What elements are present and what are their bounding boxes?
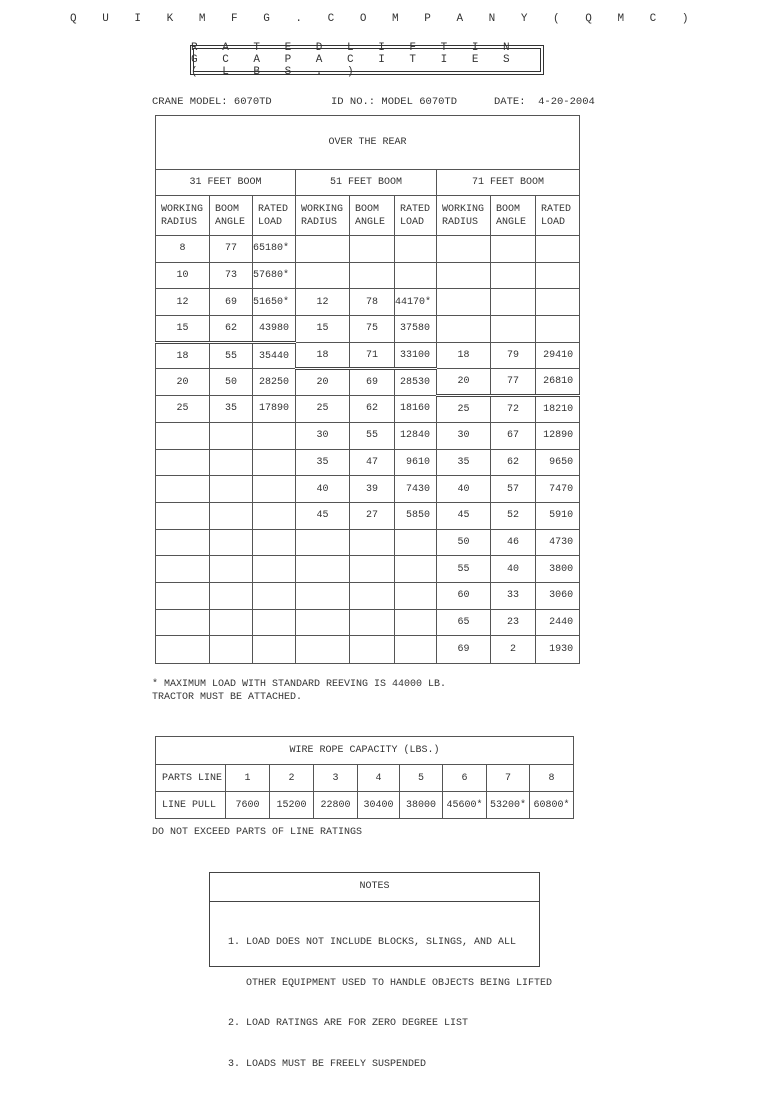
- table-cell: [253, 636, 296, 664]
- document-date: DATE: 4-20-2004: [494, 96, 595, 108]
- table-cell: 78: [350, 289, 395, 316]
- table-cell: 12: [156, 289, 210, 316]
- table-cell: 27: [350, 502, 395, 529]
- table-cell: 65: [437, 609, 491, 636]
- line-pull-cell: 7600: [226, 792, 270, 819]
- table-cell: [296, 236, 350, 263]
- table-cell: 77: [210, 236, 253, 263]
- table-cell: [156, 449, 210, 476]
- column-header: [350, 196, 395, 236]
- table-cell: [253, 609, 296, 636]
- table-cell: [253, 556, 296, 583]
- table-cell: [156, 609, 210, 636]
- table-row: [156, 342, 580, 369]
- column-header: [210, 196, 253, 236]
- column-header-line: WORKING: [442, 203, 485, 215]
- column-header: [437, 196, 491, 236]
- table-cell: 20: [437, 369, 491, 396]
- id-number: ID NO.: MODEL 6070TD: [331, 96, 458, 108]
- table-cell: [491, 289, 536, 316]
- column-header: [491, 196, 536, 236]
- table-cell: 79: [491, 342, 536, 369]
- table-cell: [491, 316, 536, 343]
- column-header-row: [156, 196, 580, 236]
- column-header-line: BOOM: [496, 203, 521, 215]
- table-cell: 3060: [536, 582, 580, 609]
- line-pull-row: [156, 792, 574, 819]
- table-cell: [437, 316, 491, 343]
- table-cell: 62: [210, 316, 253, 343]
- table-cell: 12: [296, 289, 350, 316]
- table-cell: 47: [350, 449, 395, 476]
- table-cell: 77: [491, 369, 536, 396]
- table-cell: [296, 636, 350, 664]
- column-header-line: ANGLE: [215, 216, 246, 228]
- table-cell: [395, 636, 437, 664]
- table-cell: 51650*: [253, 289, 296, 316]
- table-cell: 62: [491, 449, 536, 476]
- table-cell: 33: [491, 582, 536, 609]
- table-cell: 75: [350, 316, 395, 343]
- table-cell: 4730: [536, 529, 580, 556]
- table-cell: 2440: [536, 609, 580, 636]
- table-row: [156, 636, 580, 664]
- table-cell: 69: [437, 636, 491, 664]
- table-cell: 39: [350, 476, 395, 503]
- table-cell: 52: [491, 502, 536, 529]
- column-header-line: WORKING: [161, 203, 204, 215]
- footnote-line: TRACTOR MUST BE ATTACHED.: [152, 692, 303, 703]
- parts-line-cell: 4: [358, 765, 400, 792]
- table-cell: [296, 582, 350, 609]
- table-cell: 50: [437, 529, 491, 556]
- table-cell: 33100: [395, 342, 437, 369]
- table-cell: 15: [296, 316, 350, 343]
- table-cell: [350, 582, 395, 609]
- table-cell: [156, 636, 210, 664]
- table-row: [156, 289, 580, 316]
- parts-line-cell: 8: [530, 765, 574, 792]
- line-pull-cell: 60800*: [530, 792, 574, 819]
- table-cell: [350, 236, 395, 263]
- table-cell: [395, 236, 437, 263]
- table-cell: 67: [491, 422, 536, 449]
- table-cell: 12840: [395, 422, 437, 449]
- table-cell: [296, 609, 350, 636]
- column-header-line: ANGLE: [496, 216, 527, 228]
- column-header: [156, 196, 210, 236]
- line-pull-cell: 45600*: [443, 792, 487, 819]
- table-cell: 17890: [253, 396, 296, 423]
- table-row: [156, 396, 580, 423]
- line-pull-cell: 38000: [400, 792, 443, 819]
- table-row: [156, 556, 580, 583]
- table-cell: [536, 289, 580, 316]
- table-cell: 40: [491, 556, 536, 583]
- parts-line-row: [156, 765, 574, 792]
- chart-title: OVER THE REAR: [156, 116, 580, 170]
- table-cell: 60: [437, 582, 491, 609]
- table-cell: 5910: [536, 502, 580, 529]
- chart-title-row: [156, 116, 580, 170]
- column-header-line: ANGLE: [355, 216, 386, 228]
- table-cell: [210, 636, 253, 664]
- table-cell: 35: [210, 396, 253, 423]
- line-pull-cell: 15200: [270, 792, 314, 819]
- column-header-line: WORKING: [301, 203, 344, 215]
- table-cell: 40: [296, 476, 350, 503]
- table-cell: 18160: [395, 396, 437, 423]
- document-title: R A T E D L I F T I N G C A P A C I T I E S ( L B S . ): [191, 42, 519, 78]
- table-row: [156, 449, 580, 476]
- table-cell: 72: [491, 396, 536, 423]
- boom-header-row: [156, 170, 580, 196]
- column-header-line: RATED: [541, 203, 572, 215]
- table-cell: [350, 556, 395, 583]
- table-cell: 15: [156, 316, 210, 343]
- table-cell: 18: [437, 342, 491, 369]
- table-cell: 23: [491, 609, 536, 636]
- table-cell: 50: [210, 369, 253, 396]
- table-cell: [536, 262, 580, 289]
- table-row: [156, 609, 580, 636]
- table-cell: 9650: [536, 449, 580, 476]
- table-cell: 43980: [253, 316, 296, 343]
- table-row: [156, 316, 580, 343]
- table-cell: 73: [210, 262, 253, 289]
- parts-line-cell: 2: [270, 765, 314, 792]
- table-cell: 7430: [395, 476, 437, 503]
- table-cell: [491, 236, 536, 263]
- table-cell: [210, 556, 253, 583]
- table-cell: [253, 449, 296, 476]
- table-cell: 25: [437, 396, 491, 423]
- table-cell: 45: [437, 502, 491, 529]
- table-cell: 1930: [536, 636, 580, 664]
- table-cell: 5850: [395, 502, 437, 529]
- table-cell: [156, 582, 210, 609]
- table-cell: [156, 529, 210, 556]
- table-cell: [395, 529, 437, 556]
- table-cell: [210, 449, 253, 476]
- column-header-line: RADIUS: [161, 216, 198, 228]
- table-cell: [395, 262, 437, 289]
- column-header-line: BOOM: [215, 203, 240, 215]
- table-cell: 40: [437, 476, 491, 503]
- table-cell: 45: [296, 502, 350, 529]
- table-cell: [536, 316, 580, 343]
- boom-length-header: 71 FEET BOOM: [437, 170, 580, 196]
- table-cell: [253, 582, 296, 609]
- table-cell: [350, 636, 395, 664]
- table-cell: 18: [156, 342, 210, 369]
- column-header-line: RATED: [400, 203, 431, 215]
- table-row: [156, 476, 580, 503]
- wire-rope-title-row: [156, 737, 574, 765]
- table-cell: 62: [350, 396, 395, 423]
- table-cell: 3800: [536, 556, 580, 583]
- column-header: [296, 196, 350, 236]
- table-cell: [395, 556, 437, 583]
- table-row: [156, 582, 580, 609]
- table-cell: [156, 476, 210, 503]
- parts-line-cell: 5: [400, 765, 443, 792]
- table-cell: [210, 476, 253, 503]
- table-cell: [253, 476, 296, 503]
- notes-box: [209, 872, 553, 1070]
- note-line: 3. LOADS MUST BE FREELY SUSPENDED: [228, 1058, 427, 1070]
- column-header-line: LOAD: [258, 216, 283, 228]
- table-cell: 69: [350, 369, 395, 396]
- parts-line-label: PARTS LINE: [156, 765, 226, 792]
- boom-length-header: 51 FEET BOOM: [296, 170, 437, 196]
- table-cell: [395, 609, 437, 636]
- table-cell: [253, 422, 296, 449]
- table-cell: [156, 502, 210, 529]
- parts-line-cell: 1: [226, 765, 270, 792]
- table-cell: 71: [350, 342, 395, 369]
- table-cell: [395, 582, 437, 609]
- table-cell: [210, 529, 253, 556]
- table-cell: 7470: [536, 476, 580, 503]
- table-cell: 35: [296, 449, 350, 476]
- footnote-line: * MAXIMUM LOAD WITH STANDARD REEVING IS 44000 LB.: [152, 679, 447, 690]
- table-cell: 44170*: [395, 289, 437, 316]
- table-cell: 29410: [536, 342, 580, 369]
- table-row: [156, 262, 580, 289]
- parts-line-cell: 6: [443, 765, 487, 792]
- note-line: 1. LOAD DOES NOT INCLUDE BLOCKS, SLINGS, AND ALL: [228, 937, 517, 948]
- table-cell: 28250: [253, 369, 296, 396]
- table-cell: [437, 289, 491, 316]
- table-cell: 8: [156, 236, 210, 263]
- table-cell: 10: [156, 262, 210, 289]
- table-cell: 46: [491, 529, 536, 556]
- table-cell: 57680*: [253, 262, 296, 289]
- wire-rope-table: [155, 736, 574, 819]
- table-cell: 2: [491, 636, 536, 664]
- column-header-line: LOAD: [400, 216, 425, 228]
- table-cell: [210, 422, 253, 449]
- table-cell: 20: [156, 369, 210, 396]
- table-cell: 30: [296, 422, 350, 449]
- title-box: [190, 42, 544, 78]
- load-chart-footnote: [152, 678, 446, 704]
- table-cell: [350, 262, 395, 289]
- table-cell: 12890: [536, 422, 580, 449]
- line-pull-label: LINE PULL: [156, 792, 226, 819]
- wire-rope-title: WIRE ROPE CAPACITY (LBS.): [156, 737, 574, 765]
- table-cell: 20: [296, 369, 350, 396]
- parts-line-cell: 7: [487, 765, 530, 792]
- table-cell: [210, 502, 253, 529]
- company-name: Q U I K M F G . C O M P A N Y ( Q M C ): [70, 13, 698, 25]
- table-cell: [253, 529, 296, 556]
- boom-length-header: 31 FEET BOOM: [156, 170, 296, 196]
- table-cell: 26810: [536, 369, 580, 396]
- table-row: [156, 236, 580, 263]
- table-cell: 35: [437, 449, 491, 476]
- table-row: [156, 502, 580, 529]
- note-line: OTHER EQUIPMENT USED TO HANDLE OBJECTS BEING LIFTED: [228, 977, 553, 989]
- table-cell: 55: [437, 556, 491, 583]
- table-cell: [350, 529, 395, 556]
- table-cell: 9610: [395, 449, 437, 476]
- table-cell: 25: [296, 396, 350, 423]
- column-header-line: RADIUS: [301, 216, 338, 228]
- table-cell: [296, 529, 350, 556]
- load-chart-table: [155, 115, 580, 664]
- wire-rope-note: DO NOT EXCEED PARTS OF LINE RATINGS: [152, 827, 363, 838]
- table-cell: [210, 609, 253, 636]
- table-row: [156, 369, 580, 396]
- table-cell: [437, 236, 491, 263]
- table-cell: [296, 556, 350, 583]
- table-cell: [437, 262, 491, 289]
- table-cell: [156, 422, 210, 449]
- column-header-line: BOOM: [355, 203, 380, 215]
- table-cell: 28530: [395, 369, 437, 396]
- table-row: [156, 422, 580, 449]
- table-cell: 57: [491, 476, 536, 503]
- table-cell: [253, 502, 296, 529]
- line-pull-cell: 53200*: [487, 792, 530, 819]
- table-cell: 18210: [536, 396, 580, 423]
- table-cell: [536, 236, 580, 263]
- table-cell: 65180*: [253, 236, 296, 263]
- table-cell: 55: [210, 342, 253, 369]
- table-row: [156, 529, 580, 556]
- table-cell: 18: [296, 342, 350, 369]
- column-header-line: RADIUS: [442, 216, 479, 228]
- table-cell: [210, 582, 253, 609]
- parts-line-cell: 3: [314, 765, 358, 792]
- column-header-line: RATED: [258, 203, 289, 215]
- line-pull-cell: 30400: [358, 792, 400, 819]
- table-cell: 25: [156, 396, 210, 423]
- table-cell: 37580: [395, 316, 437, 343]
- column-header: [395, 196, 437, 236]
- line-pull-cell: 22800: [314, 792, 358, 819]
- column-header: [253, 196, 296, 236]
- table-cell: 55: [350, 422, 395, 449]
- note-line: 2. LOAD RATINGS ARE FOR ZERO DEGREE LIST: [228, 1018, 469, 1029]
- crane-model: CRANE MODEL: 6070TD: [152, 96, 272, 108]
- table-cell: [491, 262, 536, 289]
- table-cell: 69: [210, 289, 253, 316]
- notes-list: [210, 902, 553, 1098]
- table-cell: 35440: [253, 342, 296, 369]
- table-cell: [296, 262, 350, 289]
- table-cell: 30: [437, 422, 491, 449]
- column-header-line: LOAD: [541, 216, 566, 228]
- column-header: [536, 196, 580, 236]
- table-cell: [156, 556, 210, 583]
- notes-title: NOTES: [210, 873, 539, 902]
- table-cell: [350, 609, 395, 636]
